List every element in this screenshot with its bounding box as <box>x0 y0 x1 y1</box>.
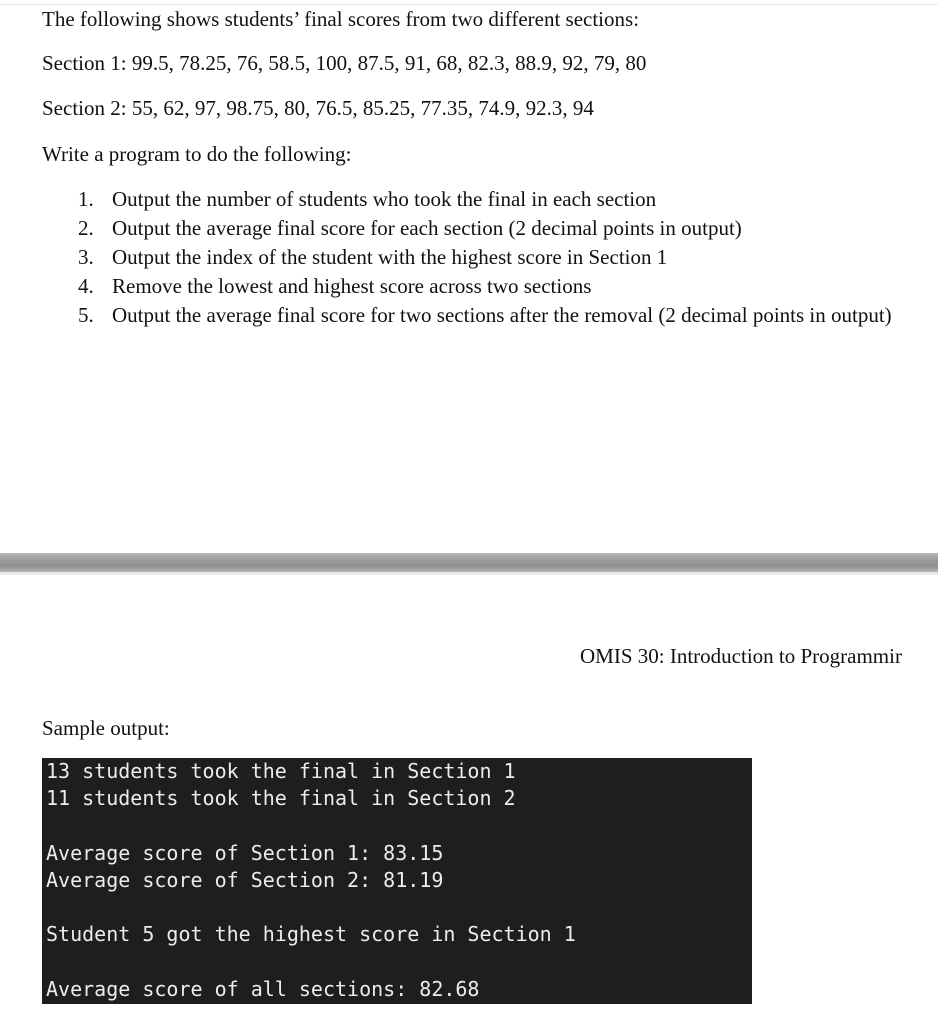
task-list <box>0 185 938 330</box>
sample-output-terminal <box>42 758 752 1004</box>
task-number: 5. <box>78 303 94 327</box>
section-2-scores: Section 2: 55, 62, 97, 98.75, 80, 76.5, 85.25, 77.35, 74.9, 92.3, 94 <box>42 96 594 120</box>
terminal-line: Average score of Section 1: 83.15 <box>46 841 444 865</box>
task-number: 1. <box>78 187 94 211</box>
terminal-line: Average score of all sections: 82.68 <box>46 977 480 1001</box>
task-text: Output the average final score for two sections after the removal (2 decimal points in output) <box>112 303 892 327</box>
terminal-line: Student 5 got the highest score in Section 1 <box>46 922 576 946</box>
task-item <box>0 214 938 243</box>
task-number: 4. <box>78 274 94 298</box>
task-item <box>0 272 938 301</box>
task-item <box>0 185 938 214</box>
task-text: Output the number of students who took the final in each section <box>112 187 657 211</box>
terminal-line: 13 students took the final in Section 1 <box>46 759 516 783</box>
course-header: OMIS 30: Introduction to Programmir <box>580 644 902 668</box>
intro-text: The following shows students’ final scores from two different sections: <box>42 7 640 31</box>
task-text: Output the index of the student with the highest score in Section 1 <box>112 245 668 269</box>
task-item <box>0 301 938 330</box>
page-top-edge <box>0 4 938 5</box>
sample-output-label: Sample output: <box>42 716 170 740</box>
page-break-divider <box>0 553 938 572</box>
task-text: Output the average final score for each section (2 decimal points in output) <box>112 216 742 240</box>
terminal-line: 11 students took the final in Section 2 <box>46 786 516 810</box>
terminal-line: Average score of Section 2: 81.19 <box>46 868 444 892</box>
task-number: 2. <box>78 216 94 240</box>
task-number: 3. <box>78 245 94 269</box>
page-break-shadow <box>0 572 938 575</box>
task-text: Remove the lowest and highest score across two sections <box>112 274 592 298</box>
section-1-scores: Section 1: 99.5, 78.25, 76, 58.5, 100, 87.5, 91, 68, 82.3, 88.9, 92, 79, 80 <box>42 51 647 75</box>
task-item <box>0 243 938 272</box>
write-program-prompt: Write a program to do the following: <box>42 142 352 166</box>
